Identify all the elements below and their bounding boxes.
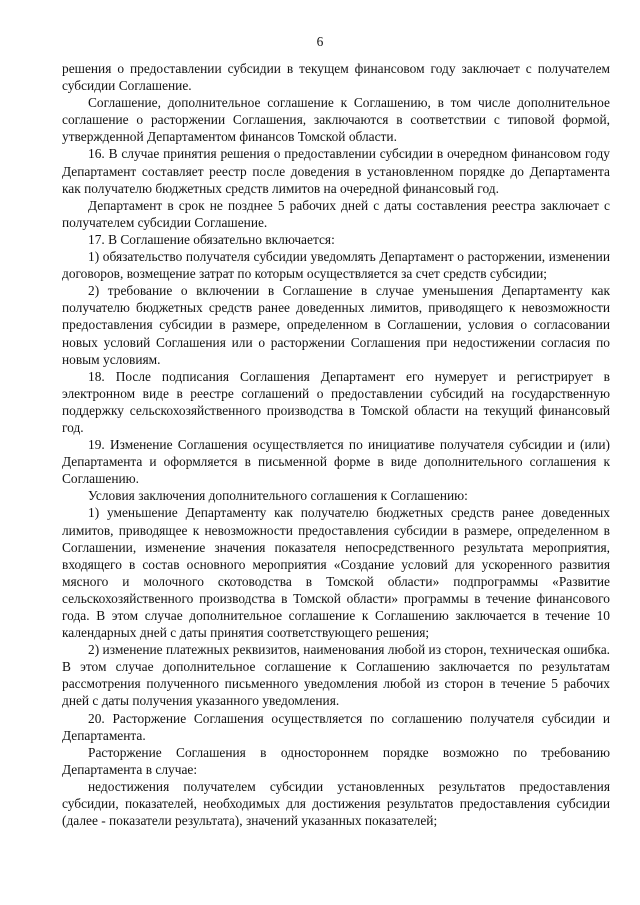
body-text: [62, 60, 610, 829]
paragraph: Условия заключения дополнительного соглашения к Соглашению:: [88, 488, 468, 504]
paragraph: недостижения получателем субсидии установленных результатов предоставления субсидии, показателей, необходимых для достижения результатов предоставления субсидии (далее - показатели результата), значений указанных показателей;: [62, 778, 610, 829]
paragraph: решения о предоставлении субсидии в текущем финансовом году заключает с получателем субсидии Соглашение.: [62, 61, 610, 94]
page-number: 6: [316, 34, 324, 49]
paragraph: 19. Изменение Соглашения осуществляется по инициативе получателя субсидии и (или) Департамента и оформляется в письменной форме в виде дополнительного соглашения к Соглашению.: [62, 437, 610, 487]
paragraph: Расторжение Соглашения в одностороннем порядке возможно по требованию Департамента в случае:: [62, 744, 610, 777]
paragraph: 2) требование о включении в Соглашение в случае уменьшения Департаменту как получателю бюджетных средств ранее доведенных лимитов, приводящего к невозможности предоставления субсидии в размере, определенном в Соглашении, условия о согласовании новых условий Соглашения или о расторжении Соглашения при недостижении согласия по новым условиям.: [62, 283, 610, 367]
paragraph: 20. Расторжение Соглашения осуществляется по соглашению получателя субсидии и Департамента.: [62, 710, 610, 743]
paragraph: Соглашение, дополнительное соглашение к Соглашению, в том числе дополнительное соглашение о расторжении Соглашения, заключаются в соответствии с типовой формой, утвержденной Департаментом финансов Томской области.: [62, 95, 610, 145]
paragraph: Департамент в срок не позднее 5 рабочих дней с даты составления реестра заключает с получателем субсидии Соглашение.: [62, 197, 610, 230]
paragraph: 2) изменение платежных реквизитов, наименования любой из сторон, техническая ошибка. В этом случае дополнительное соглашение к Соглашению заключается по результатам рассмотрения полученного письменного уведомления любой из сторон в течение 5 рабочих дней с даты получения указанного уведомления.: [62, 642, 610, 709]
paragraph: 17. В Соглашение обязательно включается:: [88, 231, 335, 247]
paragraph: 1) уменьшение Департаменту как получателю бюджетных средств ранее доведенных лимитов, приводящее к невозможности предоставления субсидии в размере, определенном в Соглашении, изменение значения показателя непосредственного результата мероприятия, входящего в состав основного мероприятия «Создание условий для ускоренного развития мясного и молочного скотоводства в Томской области» подпрограммы «Развитие сельскохозяйственного производства в Томской области» программы в течение финансового года. В этом случае дополнительное соглашение к Соглашению заключается в течение 10 календарных дней с даты принятия соответствующего решения;: [62, 505, 610, 641]
paragraph: 1) обязательство получателя субсидии уведомлять Департамент о расторжении, изменении договоров, возмещение затрат по которым осуществляется за счет средств субсидии;: [62, 249, 610, 282]
paragraph: 18. После подписания Соглашения Департамент его нумерует и регистрирует в электронном виде в реестре соглашений о предоставлении субсидий на государственную поддержку сельскохозяйственного производства в Томской области на текущий финансовый год.: [62, 368, 610, 435]
paragraph: 16. В случае принятия решения о предоставлении субсидии в очередном финансовом году Департамент составляет реестр после доведения в установленном порядке до Департамента как получателю бюджетных средств лимитов на очередной финансовый год.: [62, 146, 610, 196]
